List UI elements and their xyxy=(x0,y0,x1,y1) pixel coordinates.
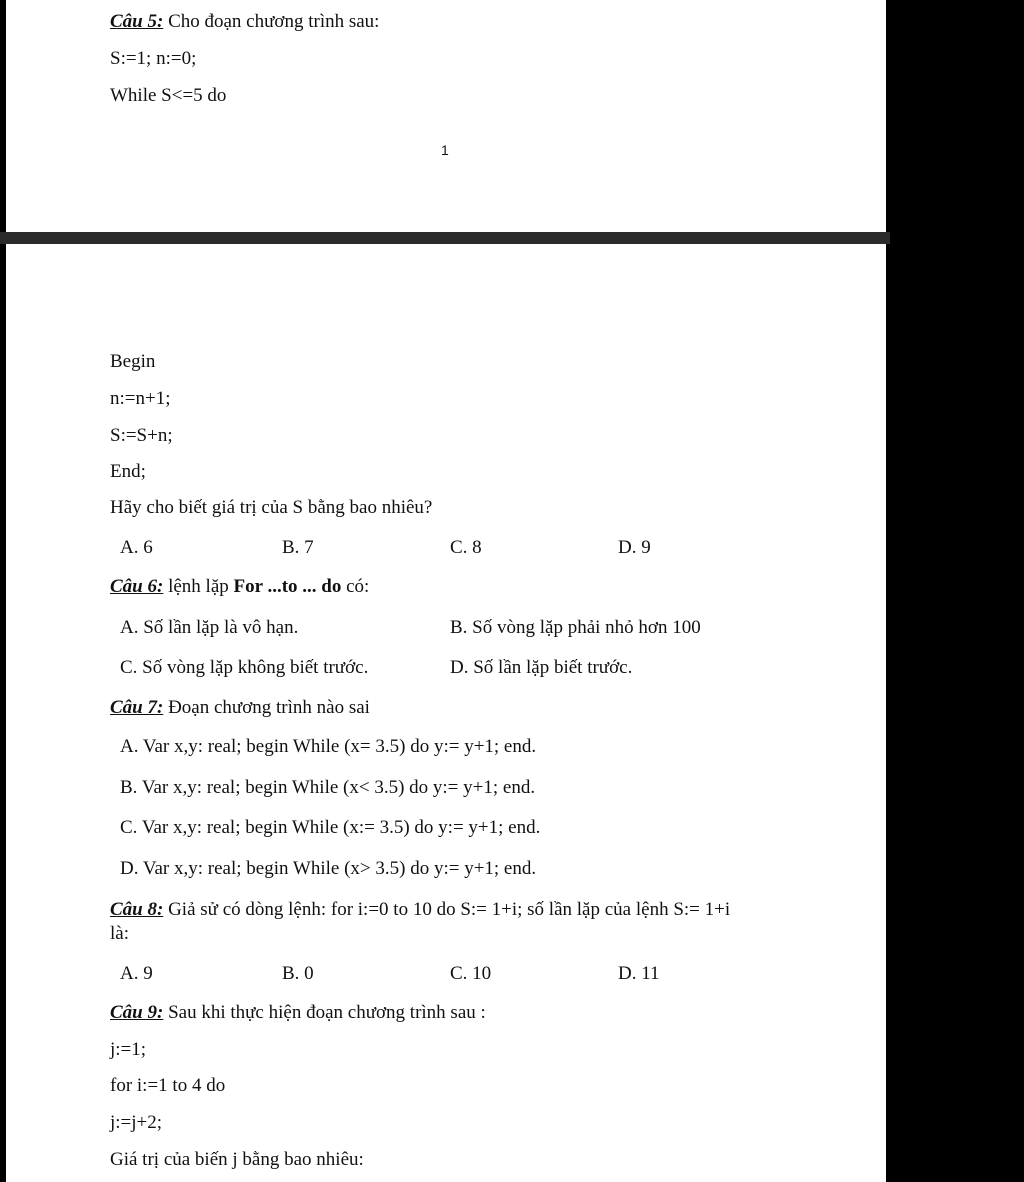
q8-option-d: D. 11 xyxy=(618,963,660,984)
question-8-text-cont: là: xyxy=(110,923,129,944)
code-line: While S<=5 do xyxy=(110,85,227,106)
question-9-heading xyxy=(110,1001,486,1025)
code-line: S:=1; n:=0; xyxy=(110,48,197,69)
q6-option-a: A. Số lần lặp là vô hạn. xyxy=(120,617,299,638)
question-7-heading xyxy=(110,696,370,720)
code-line: End; xyxy=(110,461,146,482)
question-9-label: Câu 9: xyxy=(110,1002,164,1023)
q6-option-b: B. Số vòng lặp phải nhỏ hơn 100 xyxy=(450,617,701,638)
q8-option-a: A. 9 xyxy=(120,963,153,984)
question-6-keyword: For ...to ... do xyxy=(233,576,342,597)
question-5-heading xyxy=(110,10,379,34)
question-5-label: Câu 5: xyxy=(110,11,164,32)
question-5-prompt: Hãy cho biết giá trị của S bằng bao nhiêu? xyxy=(110,497,433,518)
page-number: 1 xyxy=(441,142,449,158)
question-7-text: Đoạn chương trình nào sai xyxy=(163,697,370,718)
question-8-heading xyxy=(110,898,730,922)
q8-option-b: B. 0 xyxy=(282,963,314,984)
question-9-text: Sau khi thực hiện đoạn chương trình sau : xyxy=(163,1002,486,1023)
q6-option-d: D. Số lần lặp biết trước. xyxy=(450,657,633,678)
code-line: for i:=1 to 4 do xyxy=(110,1075,226,1096)
code-line: S:=S+n; xyxy=(110,425,173,446)
question-6-text-end: có: xyxy=(341,576,370,597)
q8-option-c: C. 10 xyxy=(450,963,492,984)
question-6-label: Câu 6: xyxy=(110,576,164,597)
q7-option-b: B. Var x,y: real; begin While (x< 3.5) do y:= y+1; end. xyxy=(120,777,536,798)
code-line: n:=n+1; xyxy=(110,388,171,409)
page-separator xyxy=(0,232,890,244)
q5-option-b: B. 7 xyxy=(282,537,314,558)
q6-option-c: C. Số vòng lặp không biết trước. xyxy=(120,657,369,678)
question-9-prompt: Giá trị của biến j bằng bao nhiêu: xyxy=(110,1149,364,1170)
code-line: j:=j+2; xyxy=(110,1112,163,1133)
question-7-label: Câu 7: xyxy=(110,697,164,718)
question-6-heading xyxy=(110,575,369,599)
q7-option-a: A. Var x,y: real; begin While (x= 3.5) do y:= y+1; end. xyxy=(120,736,537,757)
document-page-1 xyxy=(6,0,886,232)
code-line: Begin xyxy=(110,351,156,372)
document-page-2 xyxy=(6,244,886,1182)
question-5-text: Cho đoạn chương trình sau: xyxy=(163,11,380,32)
q7-option-d: D. Var x,y: real; begin While (x> 3.5) do y:= y+1; end. xyxy=(120,858,537,879)
q5-option-d: D. 9 xyxy=(618,537,651,558)
question-6-text: lệnh lặp xyxy=(163,576,234,597)
question-8-label: Câu 8: xyxy=(110,899,164,920)
q7-option-c: C. Var x,y: real; begin While (x:= 3.5) do y:= y+1; end. xyxy=(120,817,541,838)
q5-option-a: A. 6 xyxy=(120,537,153,558)
q5-option-c: C. 8 xyxy=(450,537,482,558)
question-8-text: Giả sử có dòng lệnh: for i:=0 to 10 do S:= 1+i; số lần lặp của lệnh S:= 1+i xyxy=(163,899,731,920)
code-line: j:=1; xyxy=(110,1039,147,1060)
